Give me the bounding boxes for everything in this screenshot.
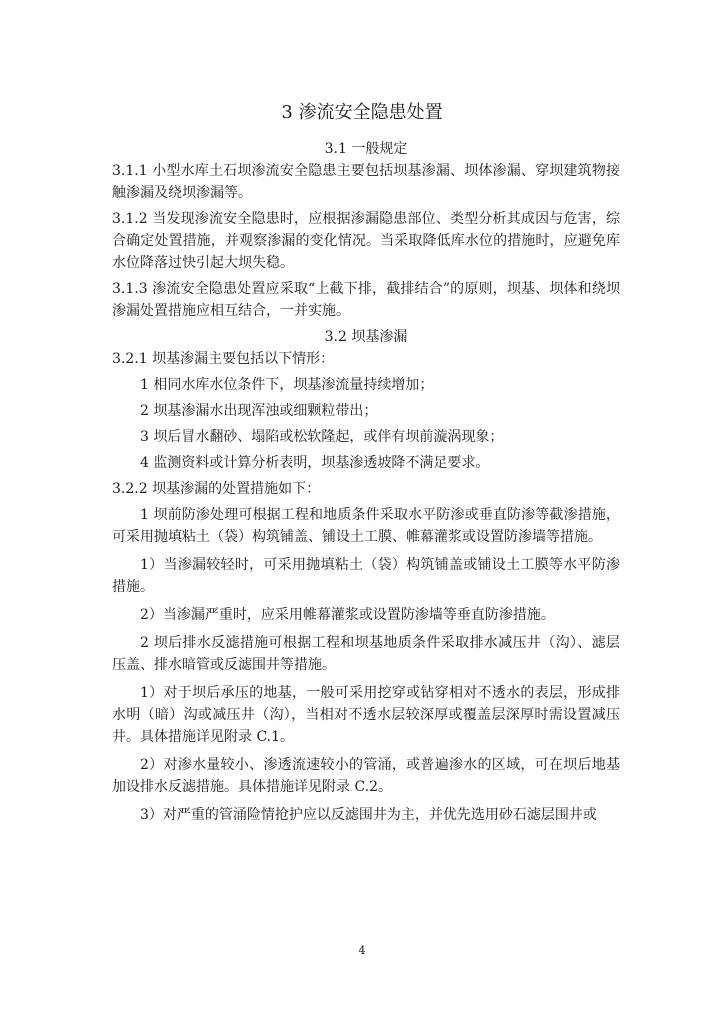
measure-subitem: 1）当渗漏较轻时，可采用抛填粘土（袋）构筑铺盖或铺设土工膜等水平防渗措施。: [112, 557, 620, 595]
list-item: 4 监测资料或计算分析表明，坝基渗透坡降不满足要求。: [140, 455, 490, 471]
clause-3-1-2: 3.1.2 当发现渗流安全隐患时，应根据渗漏隐患部位、类型分析其成因与危害，综合确定处置措施，并观察渗漏的变化情况。当采取降低库水位的措施时，应避免库水位降落过快引起大坝失稳。: [112, 211, 620, 271]
measure-subitem: 3）对严重的管涌险情抢护应以反滤围井为主，并优先选用砂石滤层围井或: [140, 807, 597, 823]
measure-subitem: 2）对渗水量较小、渗透流速较小的管涌，或普遍渗水的区域，可在坝后地基加设排水反滤措施。具体措施详见附录 C.2。: [112, 757, 620, 795]
list-item: 1 相同水库水位条件下，坝基渗流量持续增加；: [140, 377, 434, 393]
chapter-title: 3 渗流安全隐患处置: [281, 102, 443, 123]
clause-3-1-1: 3.1.1 小型水库土石坝渗流安全隐患主要包括坝基渗漏、坝体渗漏、穿坝建筑物接触渗漏及绕坝渗漏等。: [112, 163, 620, 201]
measure-subitem: 1）对于坝后承压的地基，一般可采用挖穿或钻穿相对不透水的表层，形成排水明（暗）沟或减压井（沟），当相对不透水层较深厚或覆盖层深厚时需设置减压井。具体措施详见附录 C.1。: [112, 685, 620, 745]
section-title-3-2: 3.2 坝基渗漏: [324, 329, 408, 345]
section-title-3-1: 3.1 一般规定: [324, 141, 408, 157]
list-item: 2 坝基渗漏水出现浑浊或细颗粒带出；: [140, 403, 378, 419]
clause-3-2-1: 3.2.1 坝基渗漏主要包括以下情形：: [112, 351, 335, 367]
page-number: 4: [358, 944, 366, 957]
measure-item: 1 坝前防渗处理可根据工程和地质条件采取水平防渗或垂直防渗等截渗措施，可采用抛填粘土（袋）构筑铺盖、铺设土工膜、帷幕灌浆或设置防渗墙等措施。: [112, 507, 620, 545]
measure-item: 2 坝后排水反滤措施可根据工程和坝基地质条件采取排水减压井（沟）、滤层压盖、排水暗管或反滤围井等措施。: [112, 635, 620, 673]
measure-subitem: 2）当渗漏严重时，应采用帷幕灌浆或设置防渗墙等垂直防渗措施。: [140, 607, 555, 623]
page-content: [112, 138, 620, 832]
list-item: 3 坝后冒水翻砂、塌陷或松软隆起，或伴有坝前漩涡现象；: [140, 429, 504, 445]
clause-3-2-2: 3.2.2 坝基渗漏的处置措施如下：: [112, 481, 321, 497]
clause-3-1-3: 3.1.3 渗流安全隐患处置应采取“上截下排，截排结合”的原则，坝基、坝体和绕坝渗漏处置措施应相互结合，一并实施。: [112, 281, 620, 319]
